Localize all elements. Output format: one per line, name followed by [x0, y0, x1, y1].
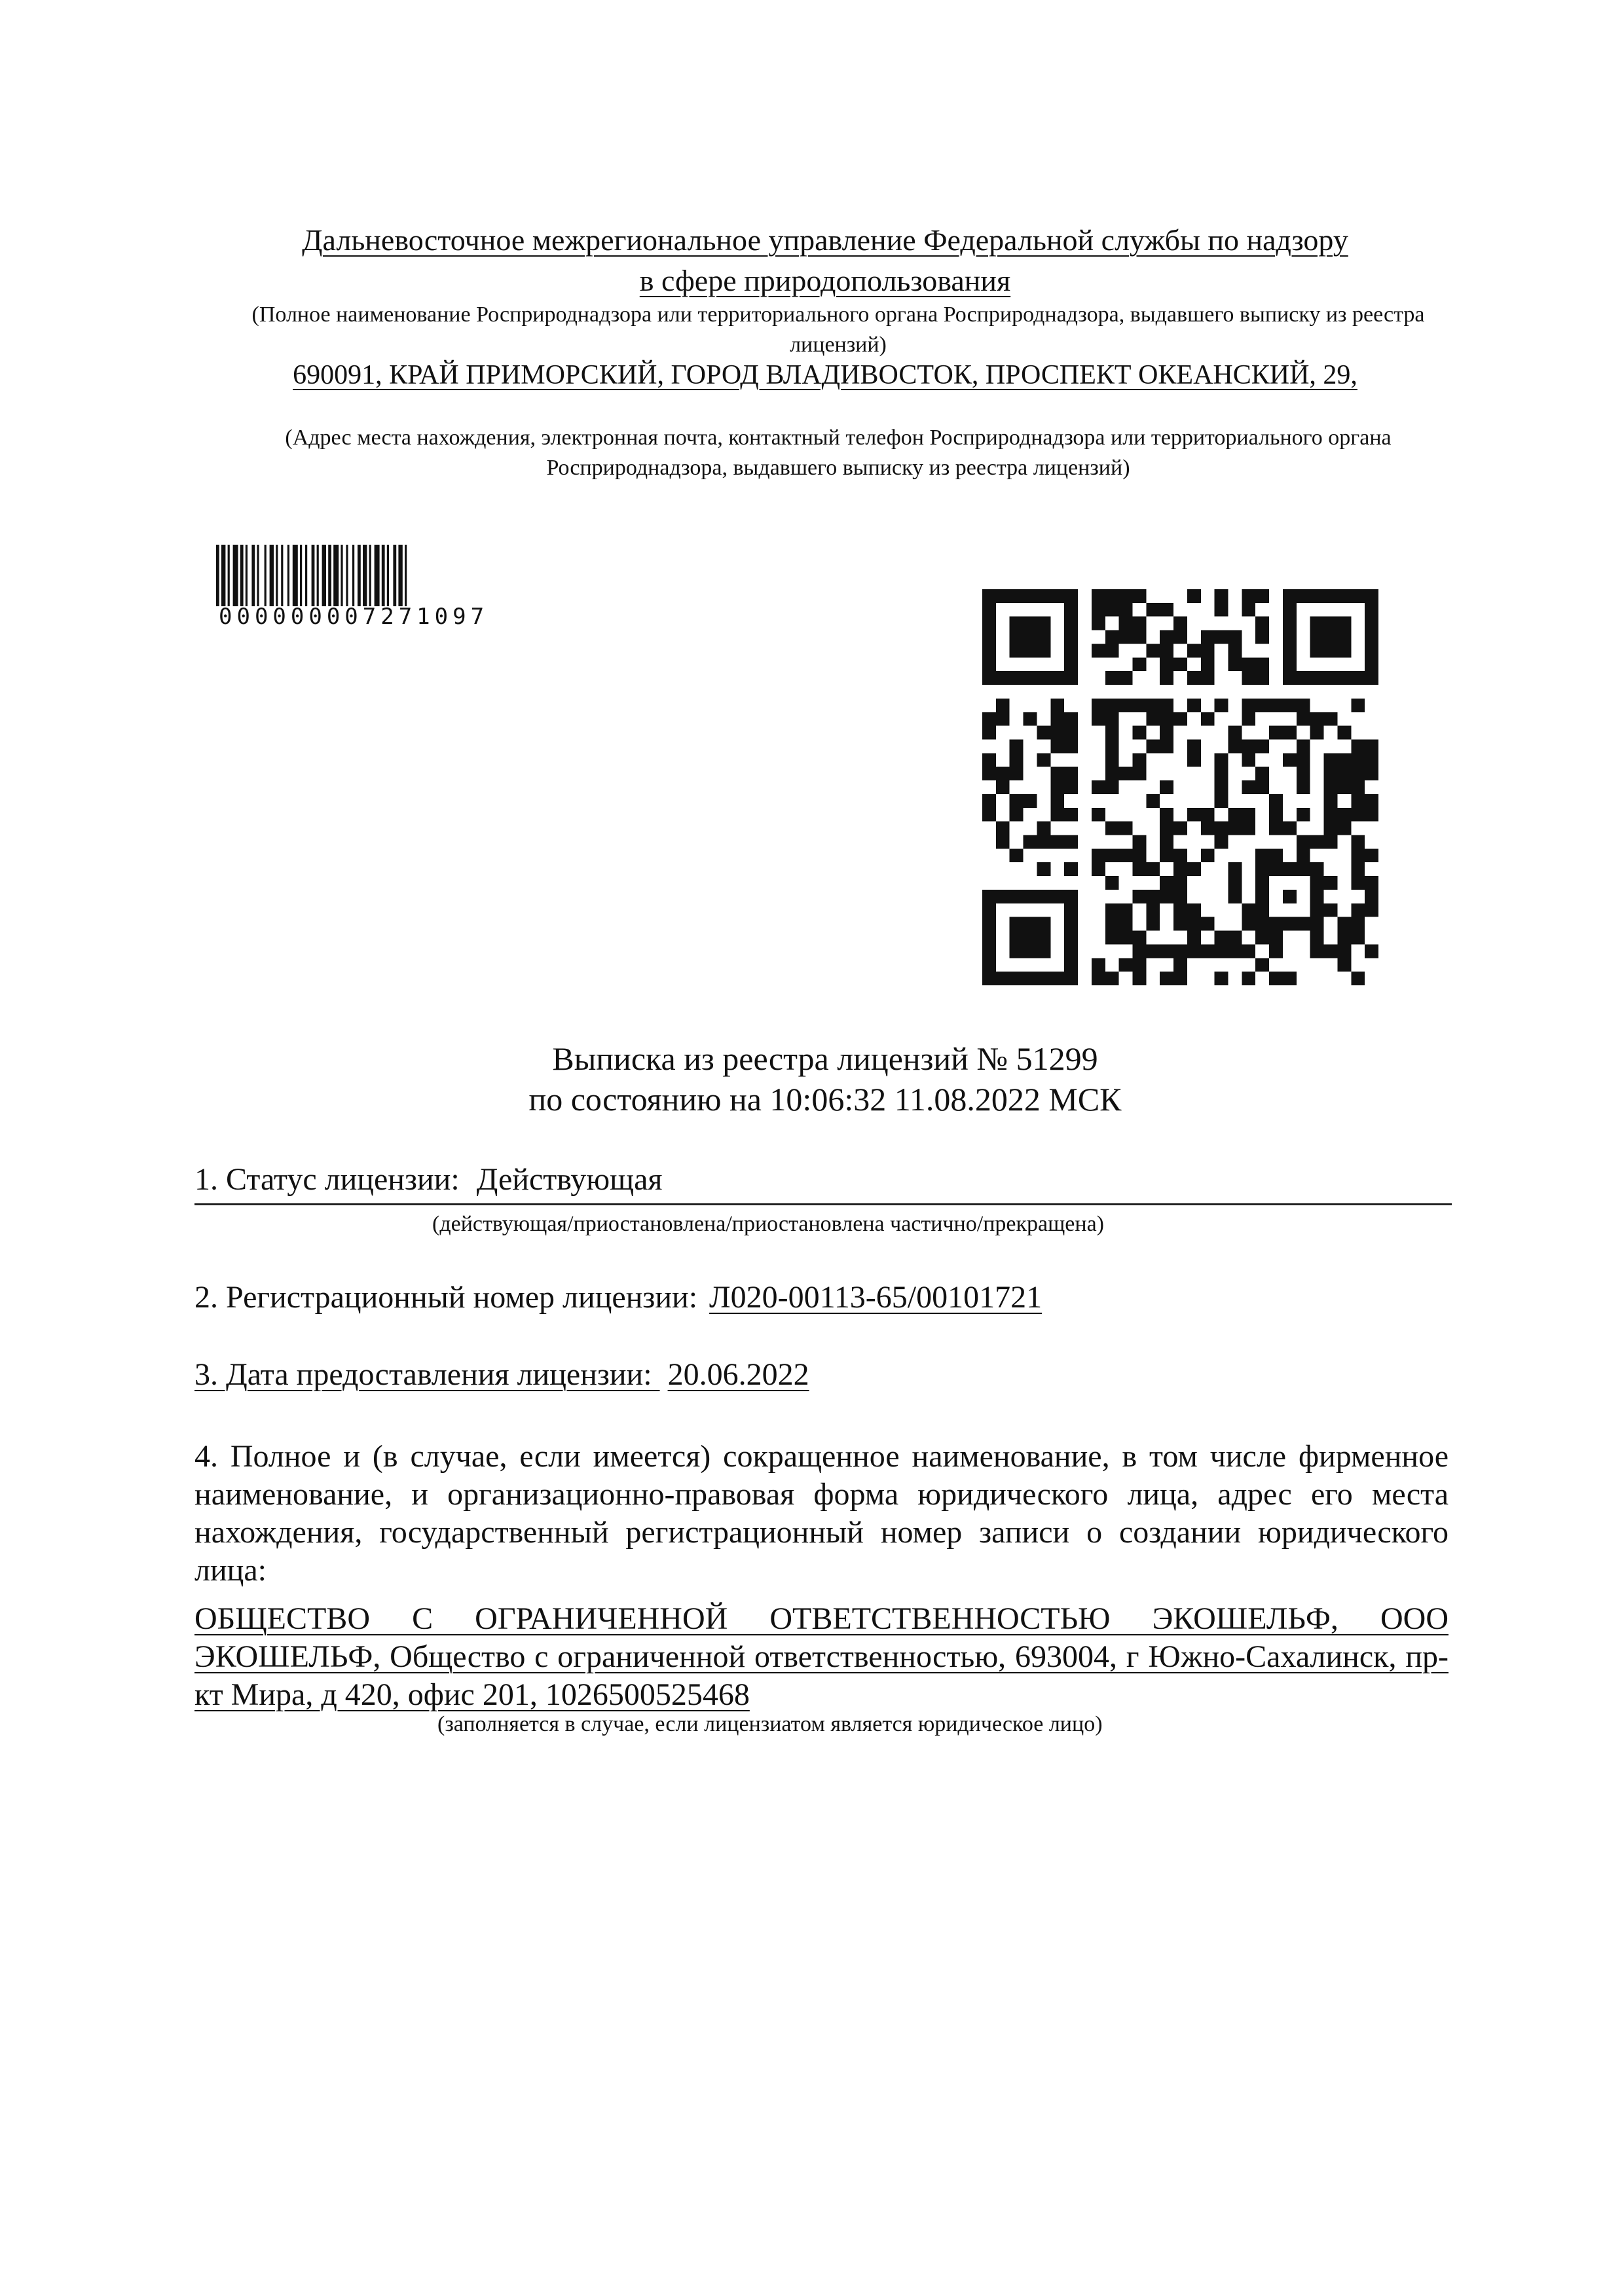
authority-name-line1: Дальневосточное межрегиональное управление Федеральной службы по надзору [302, 223, 1348, 257]
item4-description: 4. Полное и (в случае, если имеется) сокращенное наименование, в том числе фирменное наименование, и организационно-правовая форма юридического лица, адрес его места нахождения, государственный регистрационный номер записи о создании юридического лица: [194, 1439, 1449, 1588]
license-status-caption: (действующая/приостановлена/приостановлена частично/прекращена) [432, 1212, 1104, 1236]
extract-as-of: по состоянию на 10:06:32 11.08.2022 МСК [528, 1081, 1122, 1118]
license-date-row [194, 1355, 809, 1394]
registration-number-label: 2. Регистрационный номер лицензии: [194, 1280, 698, 1315]
extract-title: Выписка из реестра лицензий № 51299 [552, 1040, 1098, 1077]
authority-caption: (Полное наименование Росприроднадзора или территориального органа Росприроднадзора, выдавшего выписку из реестра лицензий) [251, 302, 1425, 357]
registration-number-value: Л020-00113-65/00101721 [709, 1280, 1043, 1315]
barcode [216, 545, 580, 606]
organization-details: ОБЩЕСТВО С ОГРАНИЧЕННОЙ ОТВЕТСТВЕННОСТЬЮ ЭКОШЕЛЬФ, ООО ЭКОШЕЛЬФ, Общество с ограниченной ответственностью, 693004, г Южно-Сахалинск, пр-кт Мира, д 420, офис 201, 1026500525468 [194, 1601, 1449, 1712]
license-date-label: 3. Дата предоставления лицензии: [194, 1357, 652, 1392]
barcode-number: 000000007271097 [219, 604, 489, 630]
authority-address: 690091, КРАЙ ПРИМОРСКИЙ, ГОРОД ВЛАДИВОСТОК, ПРОСПЕКТ ОКЕАНСКИЙ, 29, [293, 360, 1357, 390]
organization-caption: (заполняется в случае, если лицензиатом является юридическое лицо) [437, 1712, 1103, 1736]
license-date-value: 20.06.2022 [667, 1357, 809, 1392]
license-status-row [194, 1160, 662, 1199]
status-underline [194, 1203, 1452, 1205]
address-caption: (Адрес места нахождения, электронная почта, контактный телефон Росприроднадзора или территориального органа Росприроднадзора, выдавшего выписку из реестра лицензий) [285, 426, 1392, 480]
license-status-value: Действующая [476, 1162, 663, 1197]
qr-code [982, 589, 1378, 985]
registration-number-row [194, 1278, 1042, 1317]
authority-name-line2: в сфере природопользования [639, 264, 1011, 297]
license-status-label: 1. Статус лицензии: [194, 1162, 460, 1197]
